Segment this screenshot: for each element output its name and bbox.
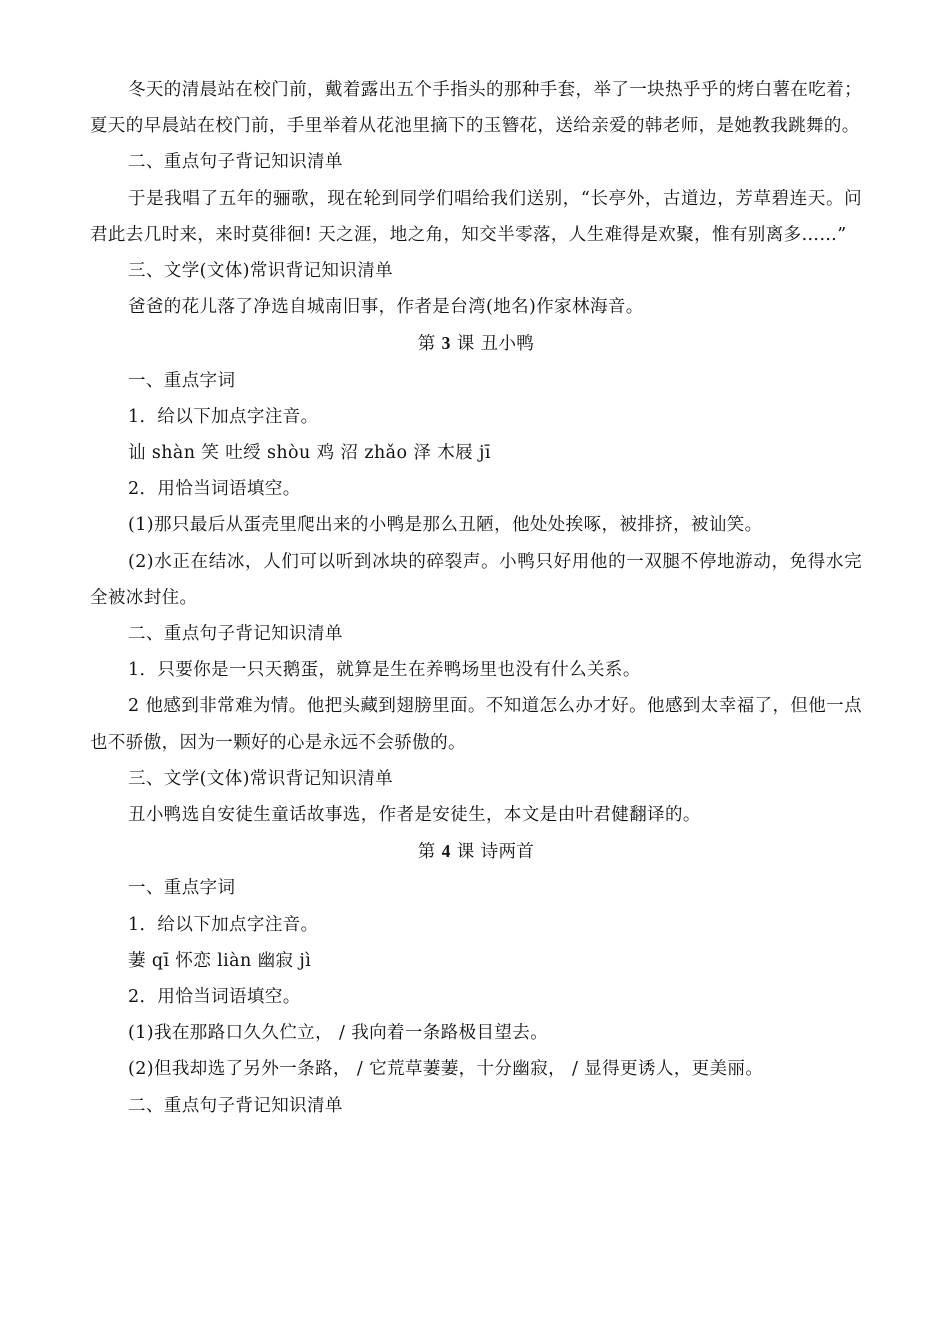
lesson-3-sentence-1: 1．只要你是一只天鹅蛋，就算是生在养鸭场里也没有什么关系。 <box>128 660 641 681</box>
lesson-3-heading-key-words: 一、重点字词 <box>128 370 236 391</box>
lesson-4-fill-1: (1)我在那路口久久伫立， / 我向着一条路极目望去。 <box>128 1023 549 1044</box>
lesson-3-question-fill: 2．用恰当词语填空。 <box>128 479 301 500</box>
document-page <box>90 72 862 1124</box>
lesson-3-heading-key-sentences: 二、重点句子背记知识清单 <box>128 624 343 645</box>
lesson-3-question-pinyin: 1．给以下加点字注音。 <box>128 406 319 427</box>
paragraph-winter-morning: 冬天的清晨站在校门前，戴着露出五个手指头的那种手套，举了一块热乎乎的烤白薯在吃着；夏天的早晨站在校门前，手里举着从花池里摘下的玉簪花，送给亲爱的韩老师，是她教我跳舞的。 <box>90 80 862 137</box>
lesson-4-question-fill: 2．用恰当词语填空。 <box>128 987 301 1008</box>
heading-literary-knowledge: 三、文学(文体)常识背记知识清单 <box>128 261 394 282</box>
lesson-3-fill-1: (1)那只最后从蛋壳里爬出来的小鸭是那么丑陋，他处处挨啄，被排挤，被讪笑。 <box>128 515 763 536</box>
paragraph-source-info: 爸爸的花儿落了净选自城南旧事，作者是台湾(地名)作家林海音。 <box>128 297 644 318</box>
lesson-3-pinyin-list: 讪 shàn 笑 吐绶 shòu 鸡 沼 zhǎo 泽 木屐 jī <box>128 443 491 464</box>
lesson-3-sentence-2: 2 他感到非常难为情。他把头藏到翅膀里面。不知道怎么办才好。他感到太幸福了，但他一点也不骄傲，因为一颗好的心是永远不会骄傲的。 <box>90 696 862 753</box>
lesson-4-question-pinyin: 1．给以下加点字注音。 <box>128 914 319 935</box>
lesson-4-heading-key-sentences: 二、重点句子背记知识清单 <box>128 1095 343 1116</box>
lesson-4-fill-2: (2)但我却选了另外一条路， / 它荒草萋萋，十分幽寂， / 显得更诱人，更美丽。 <box>128 1059 764 1080</box>
lesson-3-fill-2: (2)水正在结冰，人们可以听到冰块的碎裂声。小鸭只好用他的一双腿不停地游动，免得水完全被冰封住。 <box>90 551 862 608</box>
heading-key-sentences: 二、重点句子背记知识清单 <box>128 152 343 173</box>
lesson-4-title: 第 4 课 诗两首 <box>417 841 535 863</box>
lesson-3-source-info: 丑小鸭选自安徒生童话故事选，作者是安徒生，本文是由叶君健翻译的。 <box>128 805 701 826</box>
lesson-3-heading-literary-knowledge: 三、文学(文体)常识背记知识清单 <box>128 768 394 789</box>
lesson-3-title: 第 3 课 丑小鸭 <box>417 333 535 355</box>
lesson-4-pinyin-list: 萋 qī 怀恋 liàn 幽寂 jì <box>128 950 312 971</box>
lesson-4-heading-key-words: 一、重点字词 <box>128 878 236 899</box>
paragraph-farewell-song: 于是我唱了五年的骊歌，现在轮到同学们唱给我们送别，“长亭外，古道边，芳草碧连天。问君此去几时来，来时莫徘徊! 天之涯，地之角，知交半零落，人生难得是欢聚，惟有别离多……” <box>90 188 862 245</box>
